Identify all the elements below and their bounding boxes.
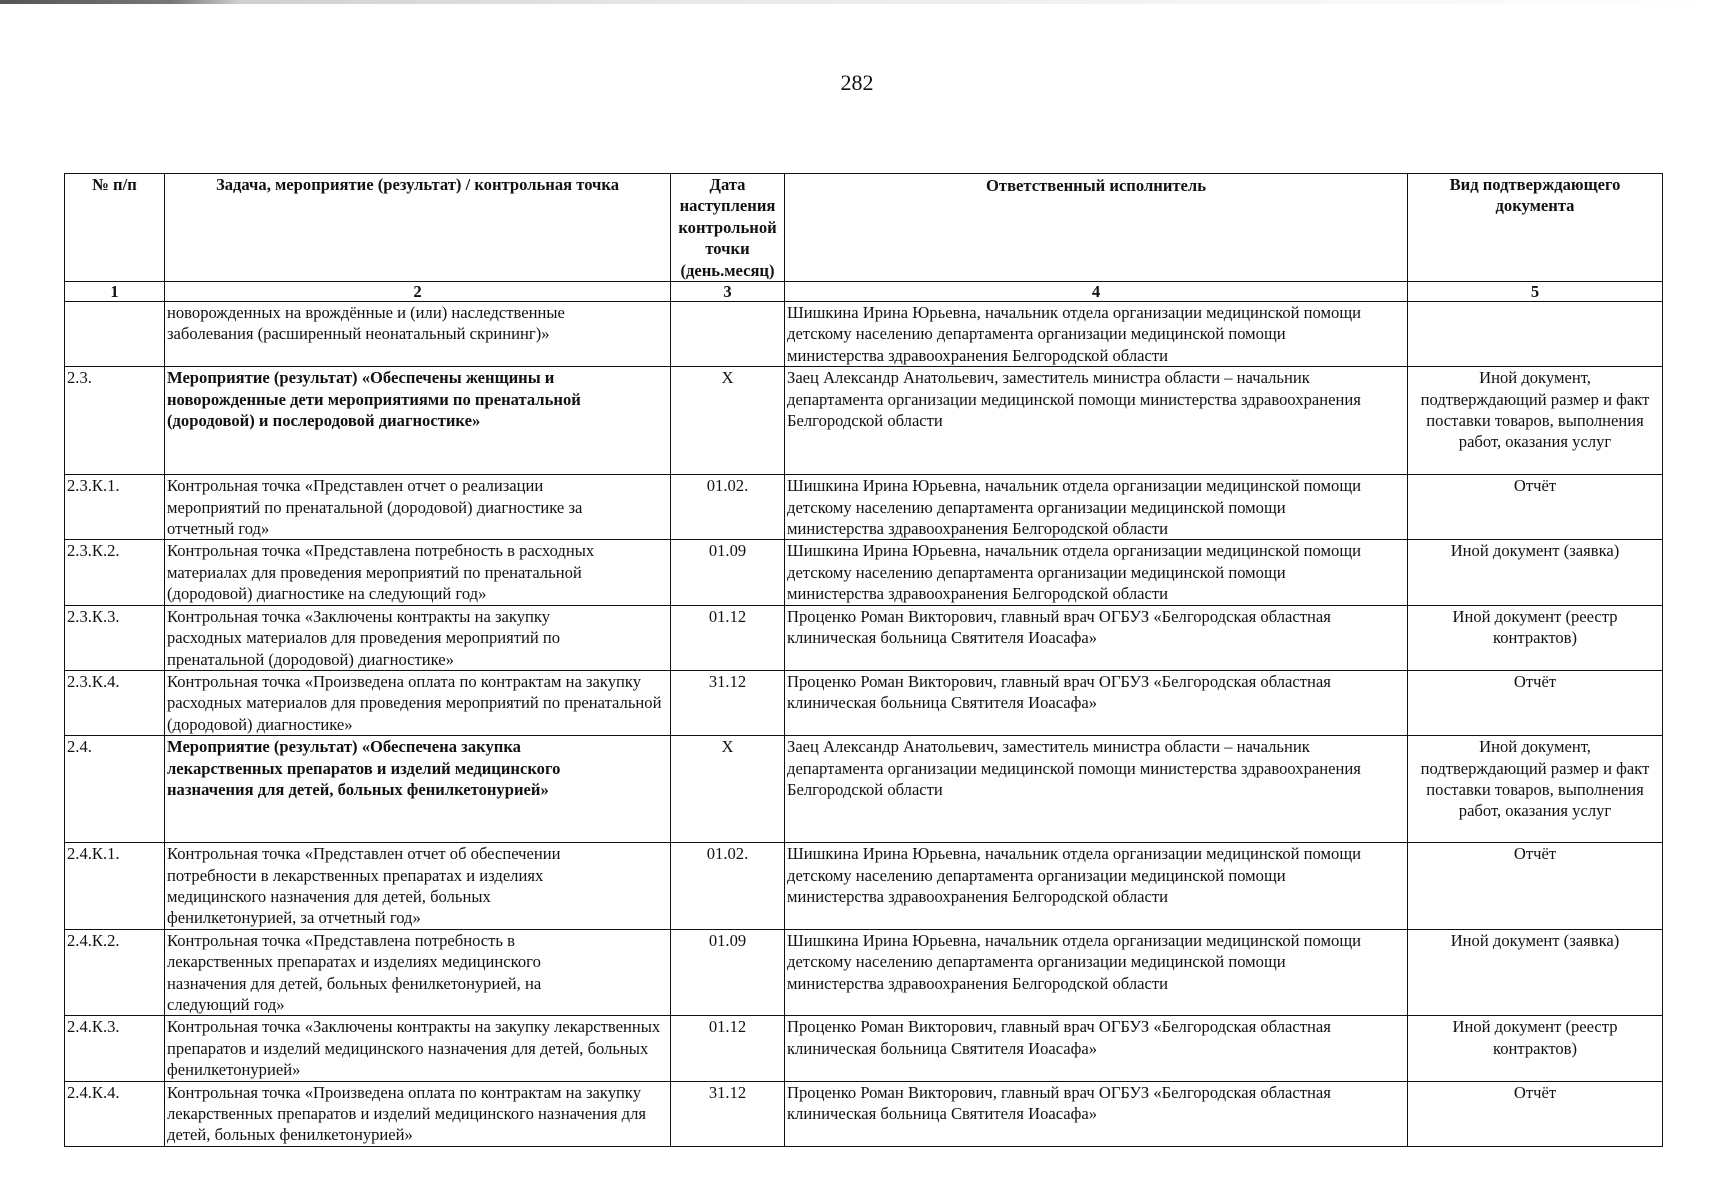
row-doc <box>1408 302 1663 367</box>
row-num: 2.3. <box>65 367 165 475</box>
header-responsible: Ответственный исполнитель <box>785 174 1408 282</box>
row-task: Контрольная точка «Произведена оплата по контрактам на закупку лекарственных препаратов и изделий медицинского назначения для детей, больных фенилкетонурией» <box>165 1081 671 1146</box>
row-num: 2.4.К.3. <box>65 1016 165 1081</box>
row-task: Контрольная точка «Представлен отчет об обеспечении потребности в лекарственных препаратах и изделиях медицинского назначения для детей, больных фенилкетонурией, за отчетный год» <box>165 843 671 930</box>
row-date: 01.12 <box>671 1016 785 1081</box>
row-task: Контрольная точка «Представлена потребность в расходных материалах для проведения мероприятий по пренатальной (дородовой) диагностике на следующий год» <box>165 540 671 605</box>
column-number: 5 <box>1408 282 1663 302</box>
row-date <box>671 302 785 367</box>
row-responsible: Шишкина Ирина Юрьевна, начальник отдела организации медицинской помощи детскому населению департамента организации медицинской помощи министерства здравоохранения Белгородской области <box>785 843 1408 930</box>
row-num: 2.4.К.2. <box>65 929 165 1016</box>
row-doc: Иной документ, подтверждающий размер и факт поставки товаров, выполнения работ, оказания услуг <box>1408 736 1663 843</box>
table-row <box>65 1081 1663 1146</box>
row-doc: Иной документ (реестр контрактов) <box>1408 1016 1663 1081</box>
row-num <box>65 302 165 367</box>
table-row <box>65 736 1663 843</box>
column-number: 2 <box>165 282 671 302</box>
row-doc: Иной документ (реестр контрактов) <box>1408 605 1663 670</box>
column-number: 4 <box>785 282 1408 302</box>
row-num: 2.4. <box>65 736 165 843</box>
row-responsible: Шишкина Ирина Юрьевна, начальник отдела организации медицинской помощи детскому населению департамента организации медицинской помощи министерства здравоохранения Белгородской области <box>785 475 1408 540</box>
row-date: 01.02. <box>671 843 785 930</box>
row-task: Мероприятие (результат) «Обеспечены женщины и новорожденные дети мероприятиями по пренатальной (дородовой) и послеродовой диагностике» <box>165 367 671 475</box>
table-row <box>65 540 1663 605</box>
row-num: 2.3.К.4. <box>65 670 165 735</box>
control-points-table <box>64 173 1663 1147</box>
row-doc: Отчёт <box>1408 670 1663 735</box>
row-task: Контрольная точка «Заключены контракты на закупку расходных материалов для проведения мероприятий по пренатальной (дородовой) диагностике» <box>165 605 671 670</box>
row-responsible: Шишкина Ирина Юрьевна, начальник отдела организации медицинской помощи детскому населению департамента организации медицинской помощи министерства здравоохранения Белгородской области <box>785 929 1408 1016</box>
table-row <box>65 475 1663 540</box>
table-row <box>65 367 1663 475</box>
row-date: X <box>671 736 785 843</box>
row-responsible: Проценко Роман Викторович, главный врач ОГБУЗ «Белгородская областная клиническая больница Святителя Иоасафа» <box>785 670 1408 735</box>
table-row <box>65 1016 1663 1081</box>
row-responsible: Заец Александр Анатольевич, заместитель министра области – начальник департамента организации медицинской помощи министерства здравоохранения Белгородской области <box>785 367 1408 475</box>
row-task: новорожденных на врождённые и (или) наследственные заболевания (расширенный неонатальный скрининг)» <box>165 302 671 367</box>
row-date: 31.12 <box>671 1081 785 1146</box>
row-date: 01.02. <box>671 475 785 540</box>
row-task: Контрольная точка «Представлен отчет о реализации мероприятий по пренатальной (дородовой) диагностике за отчетный год» <box>165 475 671 540</box>
row-num: 2.3.К.3. <box>65 605 165 670</box>
row-responsible: Шишкина Ирина Юрьевна, начальник отдела организации медицинской помощи детскому населению департамента организации медицинской помощи министерства здравоохранения Белгородской области <box>785 302 1408 367</box>
row-doc: Иной документ, подтверждающий размер и факт поставки товаров, выполнения работ, оказания услуг <box>1408 367 1663 475</box>
row-responsible: Заец Александр Анатольевич, заместитель министра области – начальник департамента организации медицинской помощи министерства здравоохранения Белгородской области <box>785 736 1408 843</box>
row-num: 2.3.К.1. <box>65 475 165 540</box>
row-responsible: Шишкина Ирина Юрьевна, начальник отдела организации медицинской помощи детскому населению департамента организации медицинской помощи министерства здравоохранения Белгородской области <box>785 540 1408 605</box>
row-date: 01.09 <box>671 540 785 605</box>
row-date: X <box>671 367 785 475</box>
row-date: 01.09 <box>671 929 785 1016</box>
row-task: Контрольная точка «Заключены контракты на закупку лекарственных препаратов и изделий медицинского назначения для детей, больных фенилкетонурией» <box>165 1016 671 1081</box>
table-row <box>65 843 1663 930</box>
column-number-row <box>65 282 1663 302</box>
row-date: 01.12 <box>671 605 785 670</box>
column-number: 3 <box>671 282 785 302</box>
scan-edge <box>0 0 1714 4</box>
page-number: 282 <box>840 70 874 95</box>
table-row <box>65 929 1663 1016</box>
row-doc: Отчёт <box>1408 475 1663 540</box>
row-task: Мероприятие (результат) «Обеспечена закупка лекарственных препаратов и изделий медицинского назначения для детей, больных фенилкетонурией» <box>165 736 671 843</box>
row-date: 31.12 <box>671 670 785 735</box>
row-num: 2.4.К.1. <box>65 843 165 930</box>
row-task: Контрольная точка «Произведена оплата по контрактам на закупку расходных материалов для проведения мероприятий по пренатальной (дородовой) диагностике» <box>165 670 671 735</box>
row-task: Контрольная точка «Представлена потребность в лекарственных препаратах и изделиях медицинского назначения для детей, больных фенилкетонурией, на следующий год» <box>165 929 671 1016</box>
row-responsible: Проценко Роман Викторович, главный врач ОГБУЗ «Белгородская областная клиническая больница Святителя Иоасафа» <box>785 1016 1408 1081</box>
row-doc: Отчёт <box>1408 843 1663 930</box>
header-task: Задача, мероприятие (результат) / контрольная точка <box>165 174 671 282</box>
header-doc: Вид подтверждающего документа <box>1408 174 1663 282</box>
row-responsible: Проценко Роман Викторович, главный врач ОГБУЗ «Белгородская областная клиническая больница Святителя Иоасафа» <box>785 605 1408 670</box>
table-row <box>65 605 1663 670</box>
table-header-row <box>65 174 1663 282</box>
row-doc: Иной документ (заявка) <box>1408 540 1663 605</box>
column-number: 1 <box>65 282 165 302</box>
header-date: Дата наступления контрольной точки (день.месяц) <box>671 174 785 282</box>
header-num: № п/п <box>65 174 165 282</box>
row-responsible: Проценко Роман Викторович, главный врач ОГБУЗ «Белгородская областная клиническая больница Святителя Иоасафа» <box>785 1081 1408 1146</box>
row-doc: Отчёт <box>1408 1081 1663 1146</box>
row-num: 2.3.К.2. <box>65 540 165 605</box>
table-row <box>65 302 1663 367</box>
row-doc: Иной документ (заявка) <box>1408 929 1663 1016</box>
table-row <box>65 670 1663 735</box>
row-num: 2.4.К.4. <box>65 1081 165 1146</box>
